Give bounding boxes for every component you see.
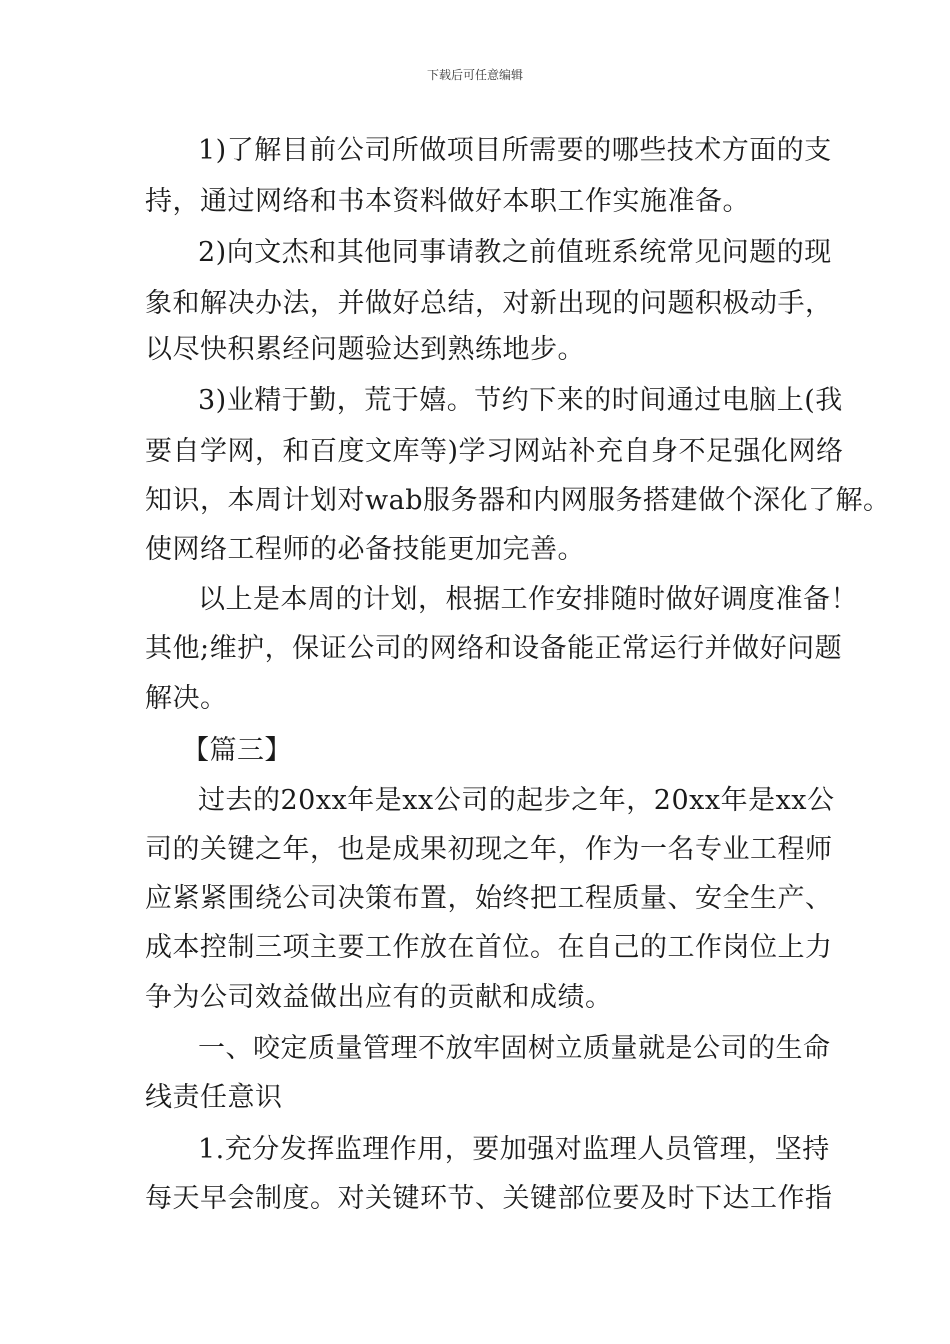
paragraph-line: 要自学网，和百度文库等)学习网站补充自身不足强化网络 [145, 436, 844, 467]
paragraph-line: 以上是本周的计划，根据工作安排随时做好调度准备！ [198, 584, 858, 615]
paragraph-line: 3)业精于勤，荒于嬉。节约下来的时间通过电脑上(我 [198, 385, 843, 416]
paragraph-line: 象和解决办法，并做好总结，对新出现的问题积极动手， [145, 288, 833, 319]
paragraph-line: 应紧紧围绕公司决策布置，始终把工程质量、安全生产、 [145, 883, 833, 914]
paragraph-line: 过去的20xx年是xx公司的起步之年，20xx年是xx公 [198, 785, 835, 816]
paragraph-line: 争为公司效益做出应有的贡献和成绩。 [145, 982, 613, 1013]
paragraph-line: 1)了解目前公司所做项目所需要的哪些技术方面的支 [198, 135, 832, 166]
paragraph-line: 线责任意识 [145, 1082, 283, 1113]
paragraph-line: 一、咬定质量管理不放牢固树立质量就是公司的生命 [198, 1033, 831, 1064]
paragraph-line: 1.充分发挥监理作用，要加强对监理人员管理，坚持 [198, 1134, 830, 1165]
paragraph-line: 其他;维护，保证公司的网络和设备能正常运行并做好问题 [145, 633, 843, 664]
paragraph-line: 以尽快积累经问题验达到熟练地步。 [145, 334, 585, 365]
paragraph-line: 解决。 [145, 683, 228, 714]
paragraph-line: 知识，本周计划对wab服务器和内网服务搭建做个深化了解。 [145, 485, 891, 516]
section-heading: 【篇三】 [182, 735, 292, 766]
paragraph-line: 使网络工程师的必备技能更加完善。 [145, 534, 585, 565]
paragraph-line: 成本控制三项主要工作放在首位。在自己的工作岗位上力 [145, 932, 833, 963]
paragraph-line: 每天早会制度。对关键环节、关键部位要及时下达工作指 [145, 1183, 833, 1214]
header-note: 下载后可任意编辑 [426, 68, 523, 82]
paragraph-line: 2)向文杰和其他同事请教之前值班系统常见问题的现 [198, 237, 832, 268]
paragraph-line: 持，通过网络和书本资料做好本职工作实施准备。 [145, 186, 750, 217]
paragraph-line: 司的关键之年，也是成果初现之年，作为一名专业工程师 [145, 834, 833, 865]
